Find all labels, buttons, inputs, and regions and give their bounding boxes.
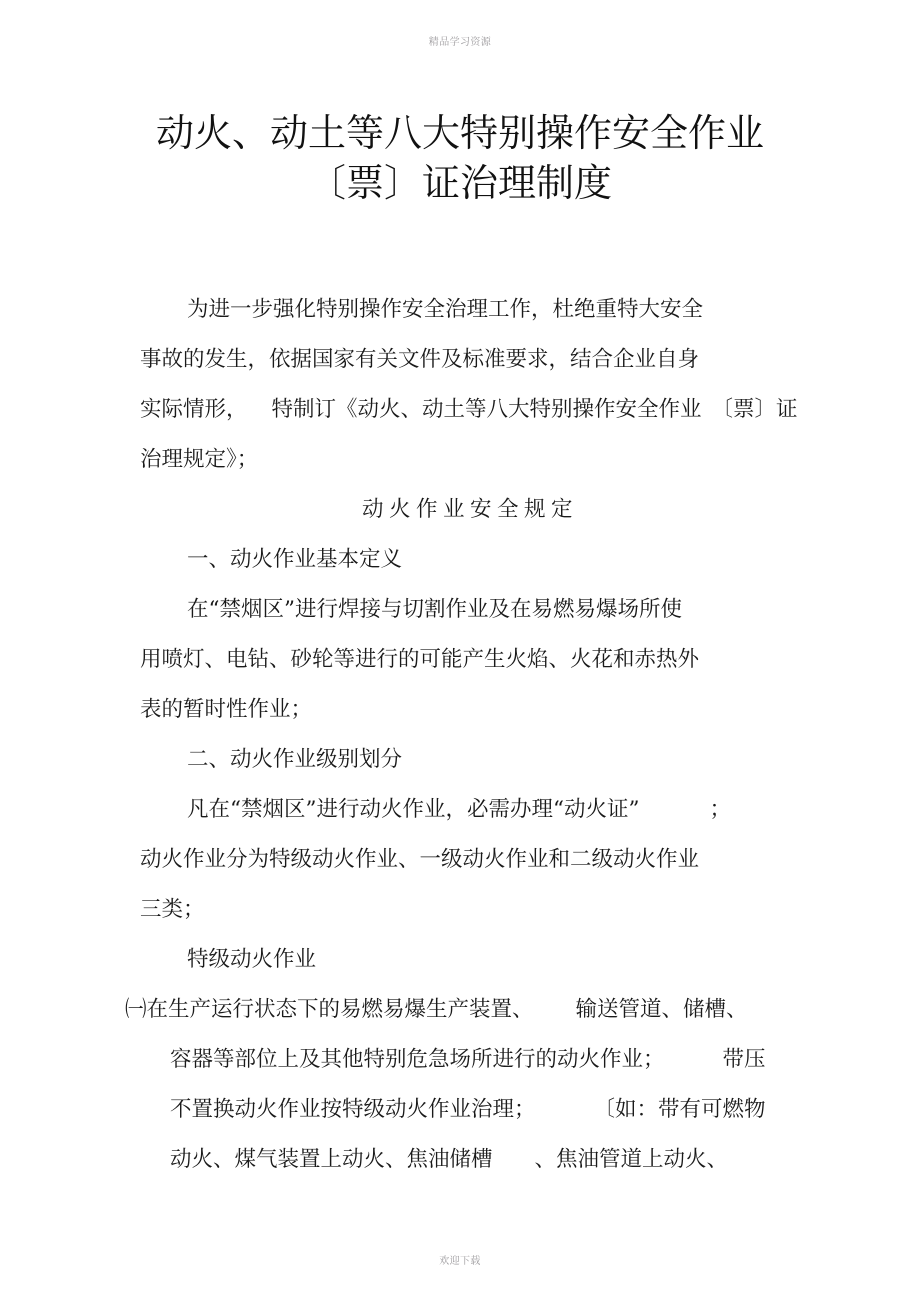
subsection-heading: 一、动火作业基本定义	[187, 547, 403, 572]
text-line	[140, 1135, 800, 1185]
subsection-heading: 特级动火作业	[187, 947, 317, 972]
text-line	[140, 785, 800, 835]
section-title: 动火作业安全规定	[361, 497, 578, 522]
text-run: 〔票〕证	[711, 397, 798, 422]
text-run: 容器等部位上及其他特别危急场所进行的动火作业；	[170, 1047, 665, 1072]
list-marker: ㈠	[125, 997, 147, 1022]
text-line	[140, 1085, 800, 1135]
text-line	[140, 385, 800, 435]
text-run: 凡在“禁烟区”进行动火作业，必需办理“动火证”	[187, 797, 640, 822]
text-line: 用喷灯、电钻、砂轮等进行的可能产生火焰、火花和赤热外	[140, 647, 700, 672]
section-two	[140, 735, 800, 935]
text-run: 输送管道、储槽、	[575, 997, 748, 1022]
section-heading-donghuo	[140, 485, 800, 535]
text-line	[125, 985, 800, 1035]
page-title-line-2: 〔票〕证治理制度	[307, 161, 612, 205]
text-run: 动火、煤气装置上动火、焦油储槽	[170, 1147, 493, 1172]
subsection-heading: 二、动火作业级别划分	[187, 747, 403, 772]
footer-watermark: 欢迎下载	[439, 1256, 481, 1267]
text-run: ；	[709, 797, 731, 822]
page-title	[140, 108, 780, 208]
text-run: 特制订《动火、动土等八大特别操作安全作业	[271, 397, 702, 422]
text-line: 为进一步强化特别操作安全治理工作，杜绝重特大安全	[187, 297, 704, 322]
text-run: 不置换动火作业按特级动火作业治理；	[170, 1097, 536, 1122]
text-run: 〔如：带有可燃物	[593, 1097, 766, 1122]
text-run: 实际情形，	[140, 397, 248, 422]
text-line: 三类；	[140, 897, 205, 922]
text-run: 、焦油管道上动火、	[534, 1147, 729, 1172]
paragraph-intro	[140, 285, 800, 485]
text-line: 表的暂时性作业；	[140, 697, 313, 722]
section-one	[140, 535, 800, 735]
text-line: 治理规定》；	[140, 447, 259, 472]
text-run: 带压	[722, 1047, 766, 1072]
page-title-line-1: 动火、动土等八大特别操作安全作业	[156, 111, 765, 155]
text-line: 动火作业分为特级动火作业、一级动火作业和二级动火作业	[140, 847, 700, 872]
section-three	[125, 935, 800, 1185]
text-run: 在生产运行状态下的易燃易爆生产装置、	[146, 997, 534, 1022]
header-watermark: 精品学习资源	[428, 37, 492, 48]
text-line	[140, 1035, 800, 1085]
text-line: 在“禁烟区”进行焊接与切割作业及在易燃易爆场所使	[187, 597, 682, 622]
text-line: 事故的发生，依据国家有关文件及标准要求，结合企业自身	[140, 347, 700, 372]
